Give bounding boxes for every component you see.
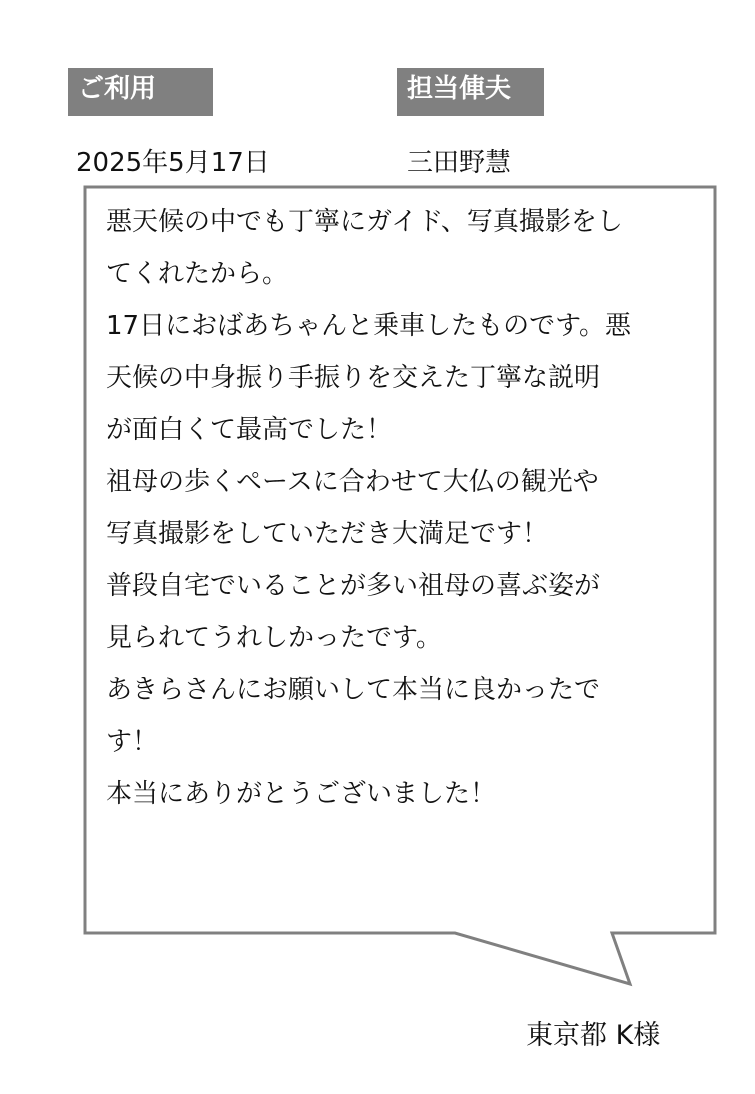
comment-line: が面白くて最高でした！ <box>106 415 393 445</box>
comment-body <box>106 196 706 820</box>
comment-line: あきらさんにお願いして本当に良かったで <box>106 675 601 705</box>
comment-line: てくれたから。 <box>106 259 289 289</box>
staff-label-text: 担当俥夫 <box>407 74 512 104</box>
comment-line: 写真撮影をしていただき大満足です！ <box>106 519 549 549</box>
customer-name: 東京都 K様 <box>526 1020 661 1051</box>
comment-line: す！ <box>106 727 159 757</box>
comment-line: 見られてうれしかったです。 <box>106 623 442 653</box>
comment-line: 祖母の歩くペースに合わせて大仏の観光や <box>106 467 599 497</box>
comment-line: 本当にありがとうございました！ <box>106 779 497 809</box>
comment-line: 普段自宅でいることが多い祖母の喜ぶ姿が <box>106 571 601 601</box>
comment-line: 天候の中身振り手振りを交えた丁寧な説明 <box>106 363 601 393</box>
comment-line: 悪天候の中でも丁寧にガイド、写真撮影をし <box>106 207 623 237</box>
staff-name: 三田野慧 <box>407 148 512 178</box>
comment-line: 17日におばあちゃんと乗車したものです。悪 <box>106 311 632 341</box>
usage-date: 2025年5月17日 <box>76 148 270 178</box>
usage-label-text: ご利用 <box>78 74 157 104</box>
